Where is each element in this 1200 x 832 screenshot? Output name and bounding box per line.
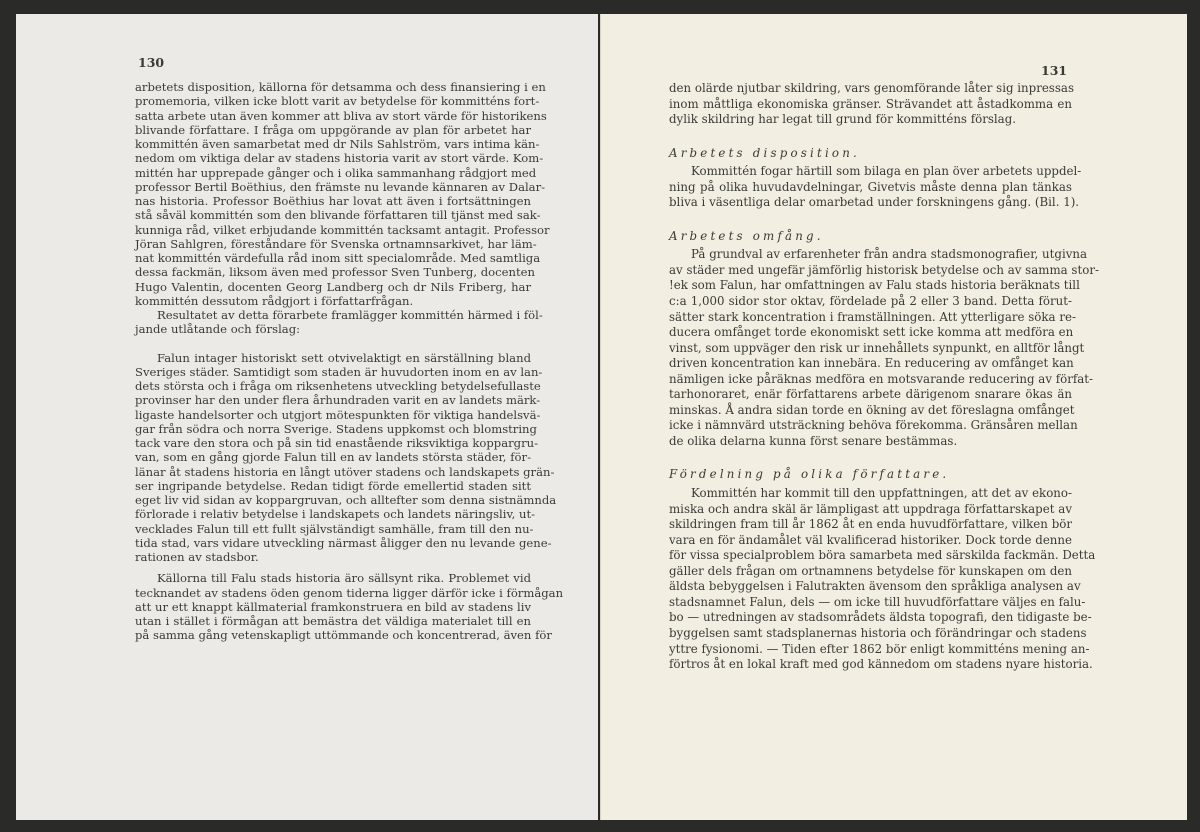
text-line: stadsnamnet Falun, dels — om icke till huvudförfattare väljes en falu- (669, 594, 1086, 609)
text-line: arbetets disposition, källorna för detsamma och dess finansiering i en (135, 80, 546, 94)
text-column (135, 80, 564, 643)
text-line: miska och andra skäl är lämpligast att uppdraga författarskapet av (669, 501, 1072, 516)
text-line: dets största och i fråga om riksenhetens utveckling betydelsefullaste (135, 379, 541, 393)
text-line: promemoria, vilken icke blott varit av betydelse för kommitténs fort- (135, 94, 540, 109)
text-line: Sveriges städer. Samtidigt som staden är huvudorten inom en av lan- (135, 364, 543, 379)
text-line: byggelsen samt stadsplanernas historia och förändringar och stadens (669, 625, 1087, 640)
text-line: professor Bertil Boëthius, den främste nu levande kännaren av Dalar- (135, 179, 546, 194)
text-line: c:a 1,000 sidor stor oktav, fördelade på 2 eller 3 band. Detta förut- (669, 294, 1072, 309)
page-number: 130 (138, 55, 165, 70)
text-line: kommittén dessutom rådgjort i författarfrågan. (135, 293, 414, 308)
text-line: nämligen icke påräknas medföra en motsvarande reducering av förfat- (669, 371, 1093, 386)
text-line: nas historia. Professor Boëthius har lovat att även i fortsättningen (135, 194, 531, 208)
text-line: Källorna till Falu stads historia äro sällsynt rika. Problemet vid (157, 571, 531, 586)
text-line: förtros åt en lokal kraft med god kännedom om stadens nyare historia. (669, 657, 1093, 672)
text-line: nedom om viktiga delar av stadens historia varit av stort värde. Kom- (135, 151, 544, 166)
text-line: Falun intager historiskt sett otvivelaktigt en särställning bland (157, 350, 531, 365)
section-heading: Arbetets disposition. (669, 145, 860, 160)
text-line: på samma gång vetenskapligt uttömmande och koncentrerad, även för (135, 628, 552, 643)
text-line: den olärde njutbar skildring, vars genomförande låter sig inpressas (669, 81, 1075, 95)
text-line: icke i nämnvärd utsträckning behöva förekomma. Gränsåren mellan (669, 418, 1078, 433)
text-line: vecklades Falun till ett fullt självständigt samhälle, fram till den nu- (135, 521, 534, 536)
paragraph (669, 247, 1099, 449)
text-line: Hugo Valentin, docenten Georg Landberg och dr Nils Friberg, har (135, 279, 531, 294)
text-line: förlorade i relativ betydelse i landskapets och landets näringsliv, ut- (135, 507, 536, 522)
section-heading: Arbetets omfång. (669, 228, 824, 243)
text-line: vara en för ändamålet väl kvalificerad historiker. Dock torde denne (669, 532, 1072, 547)
text-line: minskas. Å andra sidan torde en ökning av det föreslagna omfånget (669, 402, 1075, 417)
text-line: På grundval av erfarenheter från andra stadsmonografier, utgivna (691, 247, 1088, 262)
text-line: Resultatet av detta förarbete framlägger kommittén härmed i föl- (157, 308, 543, 322)
text-line: nat kommittén värdefulla råd inom sitt specialområde. Med samtliga (135, 251, 541, 265)
text-line: Kommittén har kommit till den uppfattningen, att det av ekono- (691, 486, 1072, 501)
text-line: inom måttliga ekonomiska gränser. Strävandet att åstadkomma en (669, 96, 1072, 111)
text-line: van, som en gång gjorde Falun till en av landets största städer, för- (135, 450, 531, 465)
text-line: skildringen fram till år 1862 åt en enda huvudförfattare, vilken bör (669, 517, 1072, 532)
paragraph (135, 571, 564, 643)
text-line: utan i stället i förmågan att bemästra det väldiga materialet till en (135, 614, 531, 628)
text-line: Jöran Sahlgren, föreståndare för Svenska ortnamnsarkivet, har läm- (135, 236, 537, 251)
text-line: ser ingripande betydelse. Redan tidigt förde emellertid staden sitt (135, 478, 531, 493)
text-line: att ur ett knappt källmaterial framkonstruera en bild av stadens liv (135, 599, 531, 614)
text-line: kunniga råd, vilket erbjudande kommittén tacksamt antagit. Professor (135, 222, 550, 237)
text-line: provinser har den under flera århundraden varit en av landets märk- (135, 393, 541, 408)
text-line: länar åt stadens historia en långt utöver stadens och landskapets grän- (135, 464, 555, 479)
paragraph (135, 350, 557, 565)
text-line: bliva i väsentliga delar omarbetad under forskningens gång. (Bil. 1). (669, 195, 1080, 210)
text-column (669, 81, 1099, 673)
paragraph (135, 80, 550, 308)
text-line: gäller dels frågan om ortnamnens betydelse för kunskapen om den (669, 563, 1072, 578)
page-number: 131 (1041, 63, 1068, 78)
text-line: ducera omfånget torde ekonomiskt sett icke komma att medföra en (669, 325, 1074, 340)
text-line: yttre fysionomi. — Tiden efter 1862 bör enligt kommitténs mening an- (669, 641, 1090, 656)
text-line: driven koncentration kan innebära. En reducering av omfånget kan (669, 356, 1074, 371)
text-line: blivande författare. I fråga om uppgörande av plan för arbetet har (135, 122, 531, 137)
text-line: stå såväl kommittén som den blivande författaren till tjänst med sak- (135, 208, 541, 223)
text-line: av städer med ungefär jämförlig historisk betydelse och av samma stor- (669, 262, 1099, 277)
text-line: ligaste handelsorter och utgjort mötespunkten för viktiga handelsvä- (135, 407, 541, 422)
text-line: tarhonoraret, enär författarens arbete därigenom snarare ökas än (669, 387, 1072, 402)
text-line: kommittén även samarbetat med dr Nils Sahlström, vars intima kän- (135, 137, 540, 151)
text-line: dylik skildring har legat till grund för kommitténs förslag. (669, 112, 1017, 127)
section-heading: Fördelning på olika författare. (669, 467, 950, 482)
text-line: vinst, som uppväger den risk ur innehållets synpunkt, en alltför långt (669, 340, 1085, 355)
text-line: de olika delarna kunna först senare bestämmas. (669, 433, 958, 448)
text-line: jande utlåtande och förslag: (135, 322, 301, 337)
paragraph (669, 164, 1082, 211)
text-line: !ek som Falun, har omfattningen av Falu stads historia beräknats till (669, 278, 1080, 293)
text-line: Kommittén fogar härtill som bilaga en plan över arbetets uppdel- (691, 164, 1082, 179)
left-page (16, 14, 598, 820)
text-line: dessa fackmän, liksom även med professor Sven Tunberg, docenten (135, 265, 535, 280)
text-line: tack vare den stora och på sin tid enastående riksviktiga koppargru- (135, 436, 539, 450)
text-line: ning på olika huvudavdelningar, Givetvis måste denna plan tänkas (669, 179, 1072, 194)
text-line: satta arbete utan även kommer att bliva av stort värde för historikens (135, 108, 547, 123)
text-line: tecknandet av stadens öden genom tiderna ligger därför icke i förmågan (135, 585, 564, 600)
paragraph (135, 308, 543, 337)
text-line: sätter stark koncentration i framställningen. Att ytterligare söka re- (669, 309, 1076, 324)
text-line: för vissa specialproblem böra samarbeta med särskilda fackmän. Detta (669, 548, 1096, 563)
right-page (600, 14, 1187, 820)
text-line: bo — utredningen av stadsområdets äldsta topografi, den tidigaste be- (669, 610, 1092, 625)
paragraph (669, 486, 1096, 673)
text-line: rationen av stadsbor. (135, 550, 259, 564)
text-line: tida stad, vars vidare utveckling närmast åligger den nu levande gene- (135, 535, 552, 550)
text-line: äldsta bebyggelsen i Falutrakten ävensom den språkliga analysen av (669, 579, 1081, 594)
text-line: gar från södra och norra Sverige. Stadens uppkomst och blomstring (135, 421, 537, 436)
text-line: eget liv vid sidan av koppargruvan, och alltefter som denna sistnämnda (135, 493, 557, 507)
text-line: mittén har upprepade gånger och i olika sammanhang rådgjort med (135, 165, 537, 180)
paragraph (669, 81, 1075, 128)
